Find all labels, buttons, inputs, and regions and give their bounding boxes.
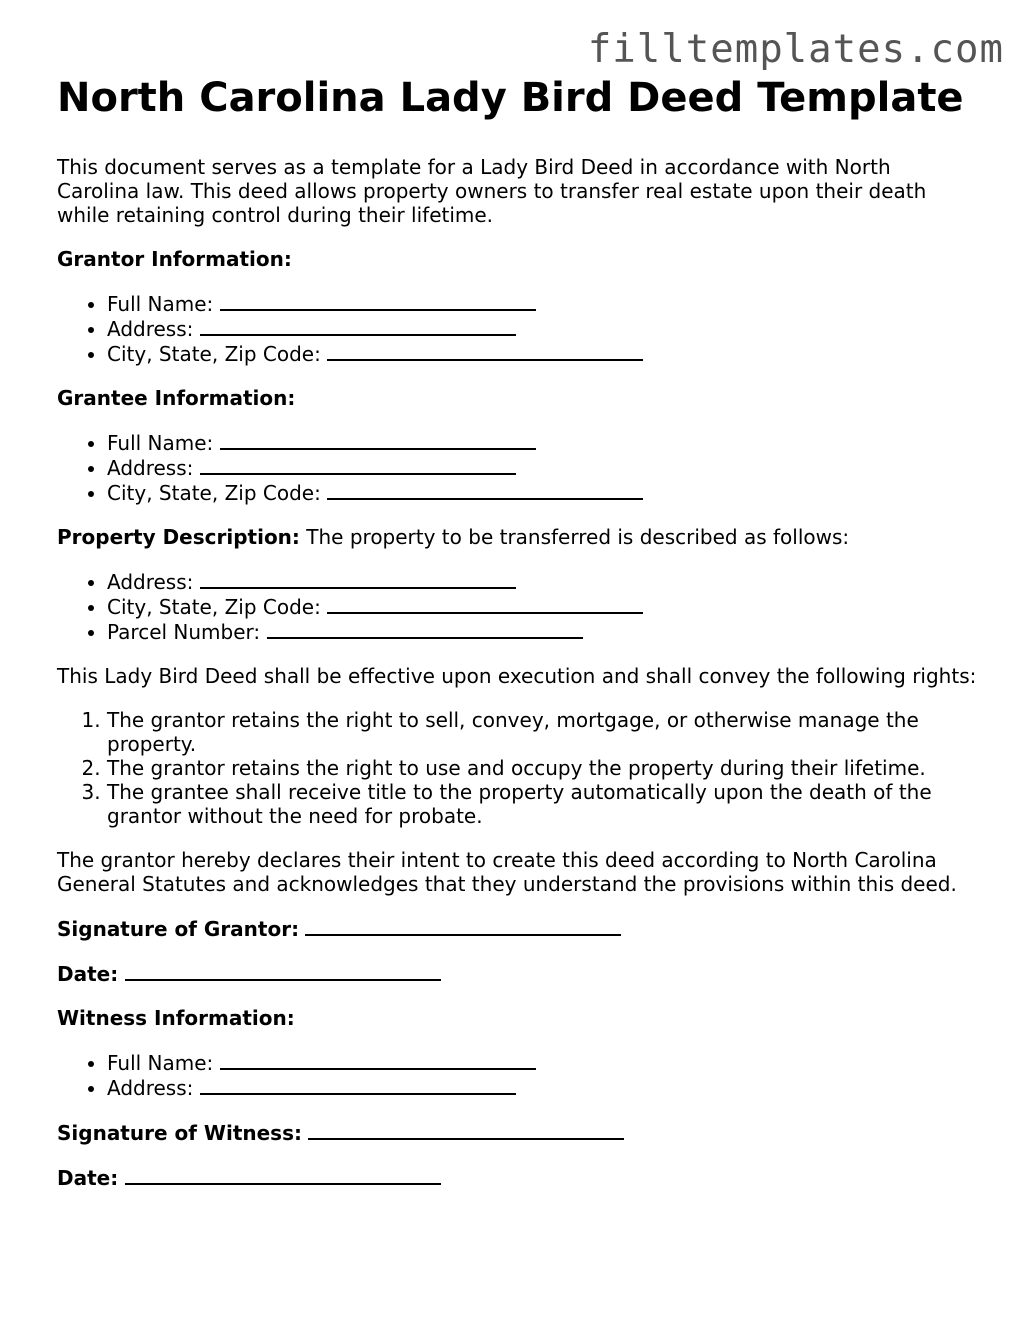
grantor-date-label: Date: (57, 962, 119, 986)
property-text: The property to be transferred is described as follows: (306, 525, 850, 549)
witness-field-full-name (107, 1050, 977, 1075)
field-label: Address: (107, 570, 194, 594)
witness-field-address (107, 1075, 977, 1100)
blank-line[interactable] (200, 455, 516, 475)
intro-paragraph: This document serves as a template for a Lady Bird Deed in accordance with North Carolina law. This deed allows property owners to transfer real estate upon their death while retaining control during their lifetime. (57, 155, 927, 227)
grantor-field-city-state-zip (107, 341, 977, 366)
grantor-heading-label: Grantor Information: (57, 247, 292, 271)
blank-line[interactable] (308, 1120, 624, 1140)
blank-line[interactable] (125, 961, 441, 981)
blank-line[interactable] (220, 1050, 536, 1070)
witness-signature-label: Signature of Witness: (57, 1121, 302, 1145)
rights-item: 3. The grantee shall receive title to the property automatically upon the death of the grantor without the need for probate. (107, 780, 977, 828)
property-heading-label: Property Description: (57, 525, 300, 549)
field-label: City, State, Zip Code: (107, 481, 321, 505)
grantee-field-city-state-zip (107, 480, 977, 505)
grantor-signature (57, 916, 977, 941)
grantee-heading-label: Grantee Information: (57, 386, 296, 410)
property-description (57, 525, 977, 549)
grantee-fields (57, 430, 977, 505)
grantor-fields (57, 291, 977, 366)
grantee-field-full-name (107, 430, 977, 455)
rights-item: 1. The grantor retains the right to sell, convey, mortgage, or otherwise manage the property. (107, 708, 977, 756)
page-title: North Carolina Lady Bird Deed Template (57, 75, 964, 121)
blank-line[interactable] (220, 291, 536, 311)
witness-heading (57, 1006, 977, 1030)
blank-line[interactable] (200, 316, 516, 336)
witness-heading-label: Witness Information: (57, 1006, 295, 1030)
grantee-heading (57, 386, 977, 410)
watermark: filltemplates.com (587, 27, 1004, 72)
property-field-address (107, 569, 977, 594)
blank-line[interactable] (267, 619, 583, 639)
witness-signature (57, 1120, 977, 1145)
property-fields (57, 569, 977, 644)
field-label: Address: (107, 317, 194, 341)
field-label: Full Name: (107, 1051, 214, 1075)
grantee-field-address (107, 455, 977, 480)
field-label: Full Name: (107, 292, 214, 316)
property-field-parcel-number (107, 619, 977, 644)
rights-item: 2. The grantor retains the right to use and occupy the property during their lifetime. (107, 756, 977, 780)
field-label: City, State, Zip Code: (107, 342, 321, 366)
grantor-field-full-name (107, 291, 977, 316)
grantor-signature-label: Signature of Grantor: (57, 917, 300, 941)
effective-paragraph: This Lady Bird Deed shall be effective upon execution and shall convey the following rights: (57, 664, 977, 688)
blank-line[interactable] (200, 1075, 516, 1095)
grantor-date (57, 961, 977, 986)
witness-date (57, 1165, 977, 1190)
grantor-field-address (107, 316, 977, 341)
blank-line[interactable] (327, 480, 643, 500)
blank-line[interactable] (125, 1165, 441, 1185)
grantor-heading (57, 247, 977, 271)
field-label: Full Name: (107, 431, 214, 455)
rights-list (57, 708, 977, 828)
blank-line[interactable] (200, 569, 516, 589)
field-label: Address: (107, 1076, 194, 1100)
declaration-paragraph: The grantor hereby declares their intent to create this deed according to North Carolina General Statutes and acknowledges that they understand the provisions within this deed. (57, 848, 957, 896)
document-page (57, 74, 977, 1210)
property-field-city-state-zip (107, 594, 977, 619)
blank-line[interactable] (327, 341, 643, 361)
witness-fields (57, 1050, 977, 1100)
field-label: City, State, Zip Code: (107, 595, 321, 619)
blank-line[interactable] (220, 430, 536, 450)
blank-line[interactable] (327, 594, 643, 614)
witness-date-label: Date: (57, 1166, 119, 1190)
field-label: Address: (107, 456, 194, 480)
blank-line[interactable] (305, 916, 621, 936)
field-label: Parcel Number: (107, 620, 261, 644)
